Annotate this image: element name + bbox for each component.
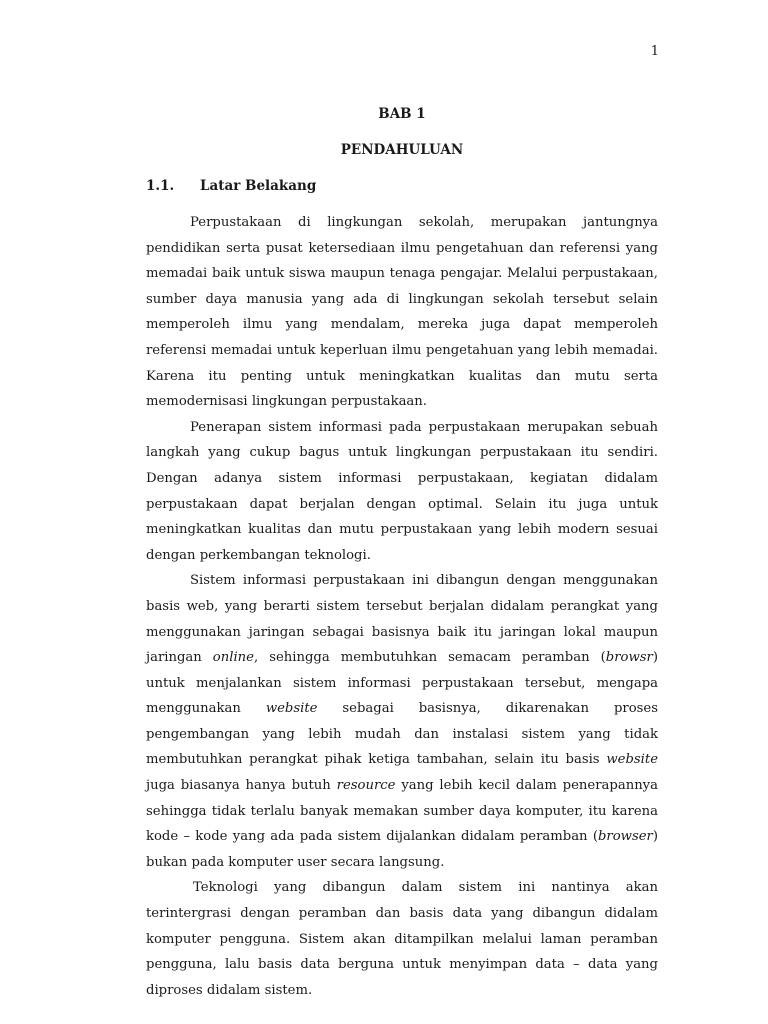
- term-website: website: [606, 752, 658, 768]
- paragraph-3-segment: ) untuk menjalankan sistem informasi perpustakaan tersebut, mengapa menggunakan: [146, 650, 658, 717]
- paragraph-3-segment: ) bukan pada komputer user secara langsung.: [146, 829, 658, 870]
- page-number: 1: [650, 44, 659, 59]
- term-online: online: [212, 650, 254, 666]
- paragraph-4: Teknologi yang dibangun dalam sistem ini nantinya akan terintergrasi dengan peramban dan basis data yang dibangun didalam komputer pengguna. Sistem akan ditampilkan melalui laman peramban pengguna, lalu basis data berguna untuk menyimpan data – data yang diproses didalam sistem.: [146, 880, 658, 998]
- paragraph-2: Penerapan sistem informasi pada perpustakaan merupakan sebuah langkah yang cukup bagus untuk lingkungan perpustakaan itu sendiri. Dengan adanya sistem informasi perpustakaan, kegiatan didalam perpustakaan dapat berjalan dengan optimal. Selain itu juga untuk meningkatkan kualitas dan mutu perpustakaan yang lebih modern sesuai dengan perkembangan teknologi.: [146, 419, 658, 563]
- paragraph-3-segment: , sehingga membutuhkan semacam peramban (: [253, 650, 606, 666]
- chapter-label: BAB 1: [378, 106, 426, 122]
- paragraph-3-segment: juga biasanya hanya butuh: [146, 778, 337, 794]
- paragraph-3-segment: sebagai basisnya, dikarenakan proses pengembangan yang lebih mudah dan instalasi sistem yang tidak membutuhkan perangkat pihak ketiga tambahan, selain itu basis: [146, 701, 658, 768]
- term-browser: browser: [597, 829, 653, 845]
- section-title: Latar Belakang: [200, 178, 317, 194]
- section-number: 1.1.: [146, 178, 175, 194]
- paragraph-3-segment: Sistem informasi perpustakaan ini dibangun dengan menggunakan basis web, yang berarti sistem tersebut berjalan didalam perangkat yang menggunakan jaringan sebagai basisnya baik itu jaringan lokal maupun jaringan: [146, 573, 658, 666]
- term-website: website: [265, 701, 318, 717]
- paragraph-3: [146, 568, 658, 875]
- paragraph-3-segment: yang lebih kecil dalam penerapannya sehingga tidak terlalu banyak memakan sumber daya komputer, itu karena kode – kode yang ada pada sistem dijalankan didalam peramban (: [146, 778, 658, 845]
- term-resource: resource: [336, 778, 396, 794]
- section-heading: [146, 178, 316, 194]
- term-browsr: browsr: [605, 650, 653, 666]
- body-text: [146, 210, 658, 1003]
- paragraph-1: Perpustakaan di lingkungan sekolah, merupakan jantungnya pendidikan serta pusat ketersediaan ilmu pengetahuan dan referensi yang memadai baik untuk siswa maupun tenaga pengajar. Melalui perpustakaan, sumber daya manusia yang ada di lingkungan sekolah tersebut selain memperoleh ilmu yang mendalam, mereka juga dapat memperoleh referensi memadai untuk keperluan ilmu pengetahuan yang lebih memadai. Karena itu penting untuk meningkatkan kualitas dan mutu serta memodernisasi lingkungan perpustakaan.: [146, 215, 658, 410]
- chapter-title: PENDAHULUAN: [340, 142, 464, 158]
